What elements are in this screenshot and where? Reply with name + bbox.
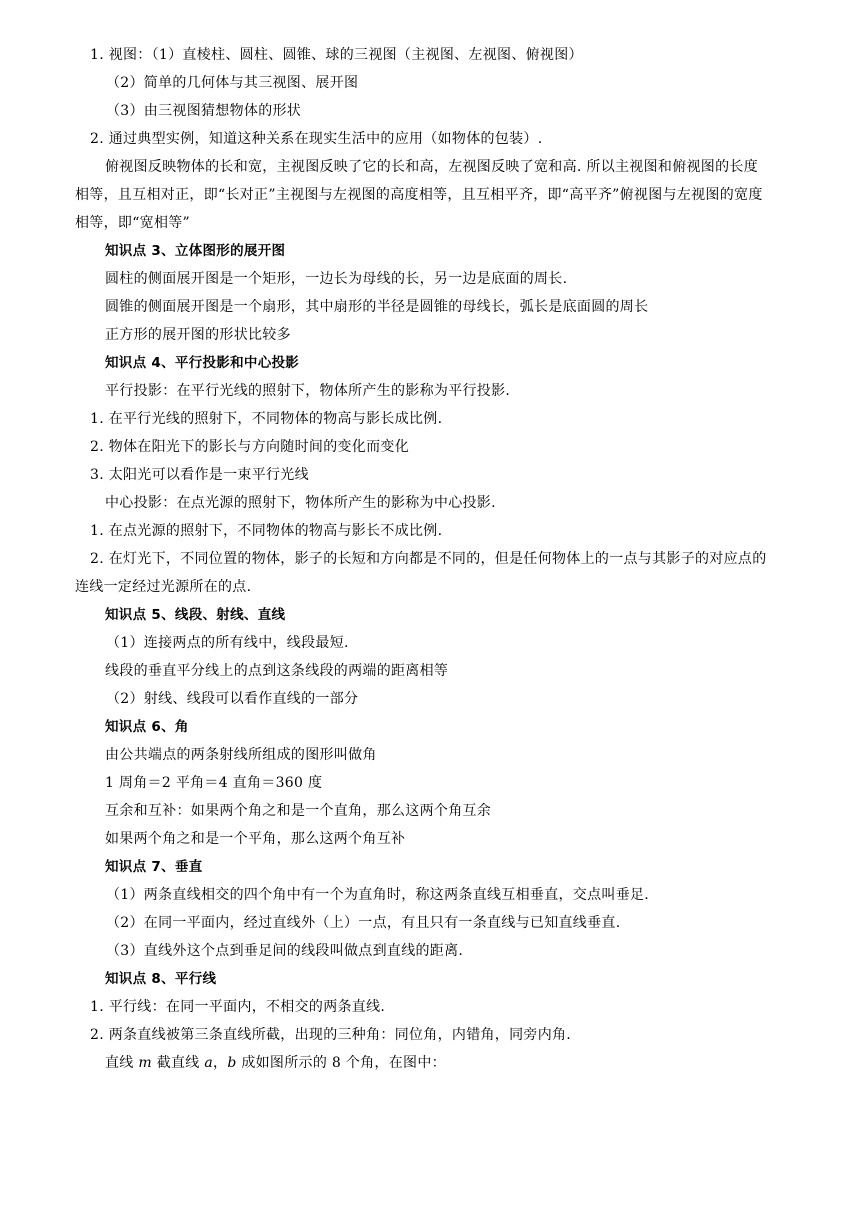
variable-a: a [204,1055,213,1071]
text-line: 线段的垂直平分线上的点到这条线段的两端的距离相等 [105,663,449,679]
text-line: （2）射线、线段可以看作直线的一部分 [106,691,359,707]
text-line: 1. 在点光源的照射下，不同物体的物高与影长不成比例. [90,523,443,539]
text-line: 平行投影：在平行光线的照射下，物体所产生的影称为平行投影. [105,383,511,399]
text-line: 圆锥的侧面展开图是一个扇形，其中扇形的半径是圆锥的母线长，弧长是底面圆的周长 [105,299,649,315]
text-fragment: 成如图所示的 8 个角，在图中： [236,1055,446,1071]
variable-b: b [227,1055,237,1071]
text-line: 1. 平行线：在同一平面内，不相交的两条直线. [90,999,386,1015]
text-line: 相等，即“宽相等” [75,215,191,231]
text-line: 互余和互补：如果两个角之和是一个直角，那么这两个角互余 [105,803,492,819]
text-line: 2. 在灯光下，不同位置的物体，影子的长短和方向都是不同的，但是任何物体上的一点与其影子的对应点的 [90,551,767,567]
section-heading: 知识点 7、垂直 [105,859,203,875]
text-line: 相等，且互相对正，即“长对正”主视图与左视图的高度相等，且互相平齐，即“高平齐”俯视图与左视图的宽度 [75,187,763,203]
text-fragment: ， [213,1055,228,1071]
text-line: 圆柱的侧面展开图是一个矩形，一边长为母线的长，另一边是底面的周长. [105,271,568,287]
text-line: 2. 两条直线被第三条直线所截，出现的三种角：同位角，内错角，同旁内角. [90,1027,572,1043]
text-line: 连线一定经过光源所在的点. [75,579,252,595]
text-line-with-variables [105,1053,446,1073]
text-line: 1 周角＝2 平角＝4 直角＝360 度 [105,775,323,791]
text-fragment: 直线 [105,1055,139,1071]
text-line: 2. 通过典型实例，知道这种关系在现实生活中的应用（如物体的包装）. [90,131,543,147]
text-line: 3. 太阳光可以看作是一束平行光线 [90,467,309,483]
text-line: （1）两条直线相交的四个角中有一个为直角时，称这两条直线互相垂直，交点叫垂足. [106,887,650,903]
text-line: 由公共端点的两条射线所组成的图形叫做角 [105,747,377,763]
section-heading: 知识点 8、平行线 [105,971,217,987]
text-fragment: 截直线 [151,1055,205,1071]
text-line: （2）在同一平面内，经过直线外（上）一点，有且只有一条直线与已知直线垂直. [106,915,621,931]
text-line: （3）直线外这个点到垂足间的线段叫做点到直线的距离. [106,943,464,959]
text-line: 正方形的展开图的形状比较多 [105,327,291,343]
section-heading: 知识点 4、平行投影和中心投影 [105,355,300,371]
text-line: （2）简单的几何体与其三视图、展开图 [106,75,359,91]
text-line: 中心投影：在点光源的照射下，物体所产生的影称为中心投影. [105,495,496,511]
text-line: 俯视图反映物体的长和宽，主视图反映了它的长和高，左视图反映了宽和高. 所以主视图和俯视图的长度 [105,159,758,175]
section-heading: 知识点 5、线段、射线、直线 [105,607,286,623]
text-line: 1. 在平行光线的照射下，不同物体的物高与影长成比例. [90,411,443,427]
text-line: 如果两个角之和是一个平角，那么这两个角互补 [105,831,406,847]
section-heading: 知识点 6、角 [105,719,189,735]
text-line: 1. 视图：（1）直棱柱、圆柱、圆锥、球的三视图（主视图、左视图、俯视图） [90,47,583,63]
text-line: 2. 物体在阳光下的影长与方向随时间的变化而变化 [90,439,410,455]
text-line: （1）连接两点的所有线中，线段最短. [106,635,349,651]
text-line: （3）由三视图猜想物体的形状 [106,103,302,119]
variable-m: m [138,1055,152,1071]
section-heading: 知识点 3、立体图形的展开图 [105,243,286,259]
